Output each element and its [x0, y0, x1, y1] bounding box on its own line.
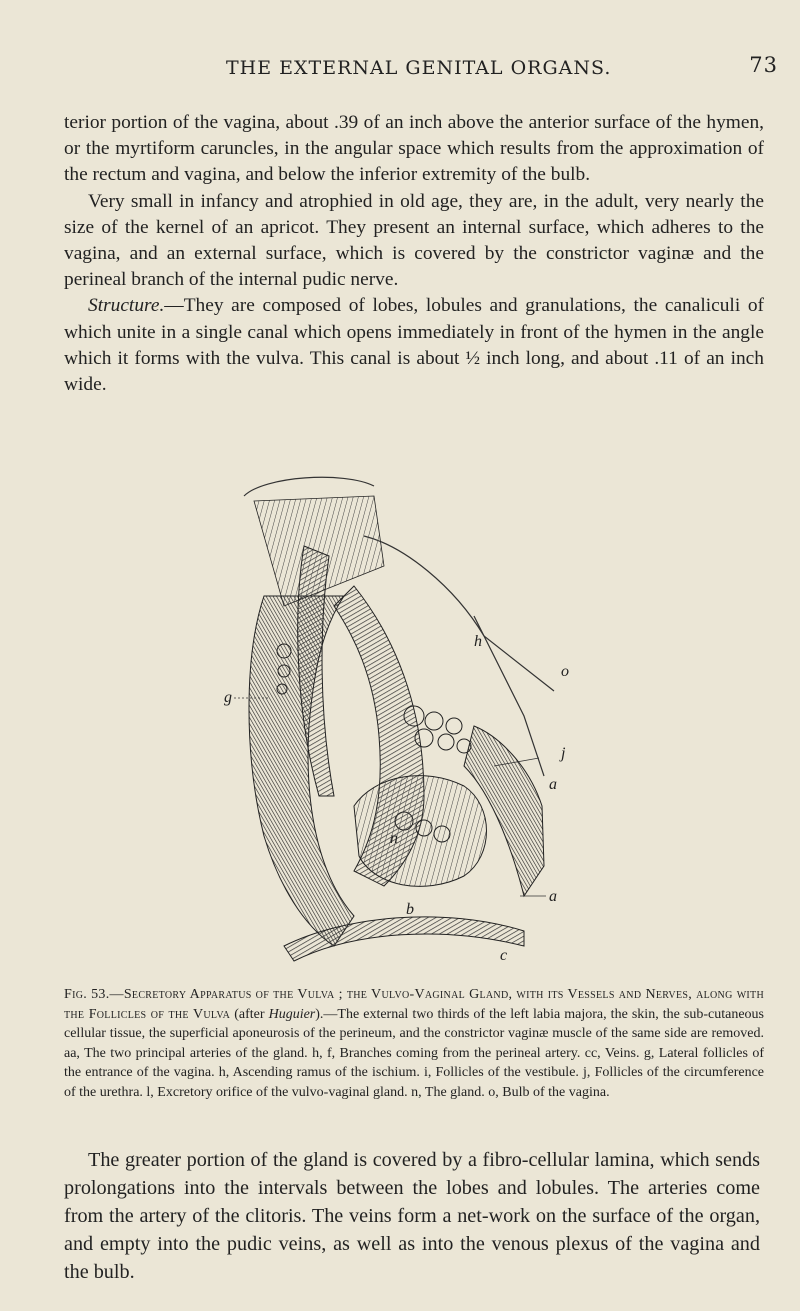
top-text-block: [64, 110, 764, 398]
running-head: [226, 53, 778, 79]
figure-label-h: h: [474, 633, 482, 650]
figure-label-n: n: [390, 830, 398, 847]
figure-label-b: b: [406, 901, 414, 918]
caption-title: Fig. 53.—Secretory Apparatus of the Vulva ; the Vulvo-Vaginal Gland, with its Vessels and Nerves, along with the Follicles of the Vulva: [64, 987, 764, 1022]
figure-label-j: j: [561, 745, 566, 762]
figure-label-a1: a: [549, 776, 557, 793]
figure-label-c: c: [500, 947, 508, 964]
page-number: 73: [749, 53, 778, 77]
paragraph-structure: [64, 293, 764, 398]
anatomical-figure: [224, 476, 574, 966]
structure-heading: Structure.: [88, 295, 165, 317]
gland-engraving: [224, 476, 574, 966]
figure-label-o: o: [561, 663, 569, 680]
caption-author: Huguier: [268, 1006, 316, 1022]
caption-text: [64, 985, 764, 1103]
figure-label-g: g: [224, 689, 232, 706]
paragraph-continued: terior portion of the vagina, about .39 of an inch above the anterior surface of the hymen, or the myrtiform caruncles, in the angular space which results from the approximation of the rectum and vagina, and below the inferior extremity of the bulb.: [64, 112, 764, 186]
bottom-text-block: [64, 1146, 760, 1286]
paragraph-lamina: The greater portion of the gland is covered by a fibro-cellular lamina, which sends prolongations into the intervals between the lobes and lobules. The arteries come from the artery of the clitoris. The veins form a net-work on the surface of the organ, and empty into the pudic veins, as well as into the venous plexus of the vagina and the bulb.: [64, 1149, 760, 1283]
running-title: THE EXTERNAL GENITAL ORGANS.: [226, 57, 612, 79]
paragraph-size: Very small in infancy and atrophied in old age, they are, in the adult, very nearly the size of the kernel of an apricot. They present an internal surface, which adheres to the vagina, and an external surface, which is covered by the constrictor vaginæ and the perineal branch of the internal pudic nerve.: [64, 190, 764, 291]
structure-text: —They are composed of lobes, lobules and granulations, the canaliculi of which unite in a single canal which opens immediately in front of the hymen in the angle which it forms with the vulva. This canal is about ½ inch long, and about .11 of an inch wide.: [64, 295, 764, 396]
caption-after: (after: [230, 1006, 269, 1022]
caption-body: ).—The external two thirds of the left labia majora, the skin, the sub-cutaneous cellular tissue, the superficial aponeurosis of the perineum, and the constrictor vaginæ muscle of the same side are removed. aa, The two principal arteries of the gland. h, f, Branches coming from the perineal artery. cc, Veins. g, Lateral follicles of the entrance of the vagina. h, Ascending ramus of the ischium. i, Follicles of the vestibule. j, Follicles of the circumference of the urethra. l, Excretory orifice of the vulvo-vaginal gland. n, The gland. o, Bulb of the vagina.: [64, 1006, 765, 1100]
figure-label-a2: a: [549, 888, 557, 905]
figure-caption: [64, 985, 764, 1103]
